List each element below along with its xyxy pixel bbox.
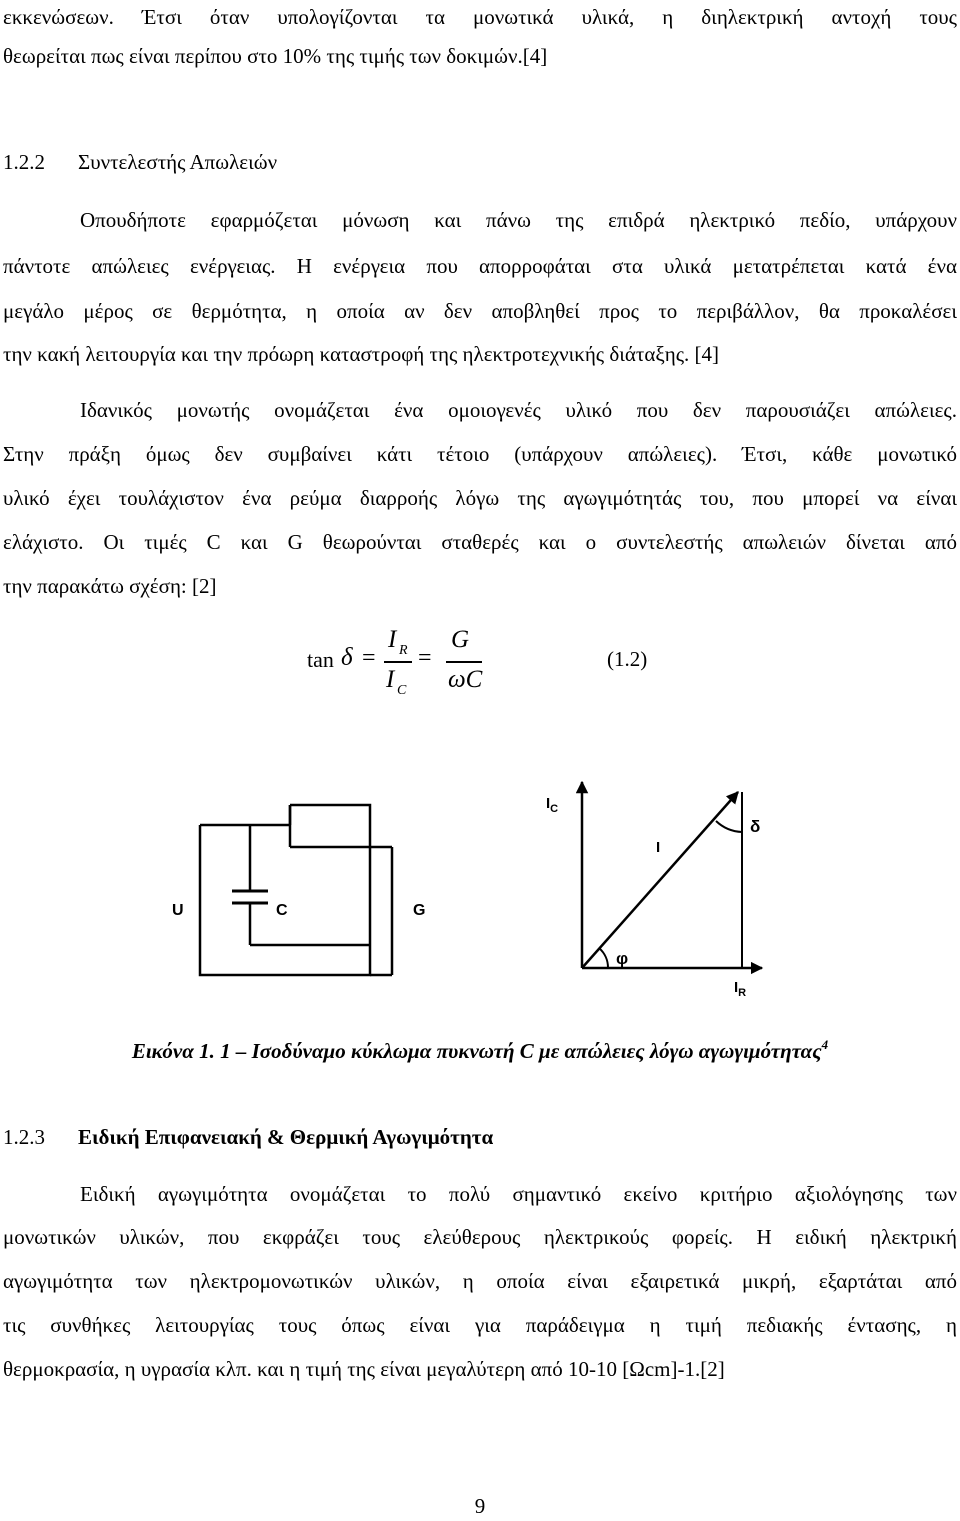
- equation-equals: =: [418, 645, 432, 671]
- label-phi: φ: [616, 949, 629, 968]
- paragraph-line: Ιδανικός μονωτής ονομάζεται ένα ομοιογενές υλικό που δεν παρουσιάζει απώλειες.: [80, 398, 957, 422]
- equation-delta: δ: [341, 644, 353, 671]
- fraction-bar: [384, 661, 412, 663]
- paragraph-line: αγωγιμότητα των ηλεκτρομονωτικών υλικών, η οποία είναι εξαιρετικά μικρή, εξαρτάται από: [3, 1269, 957, 1293]
- section-number: 1.2.2: [3, 150, 45, 174]
- equation-equals: =: [362, 645, 376, 671]
- section-number: 1.2.3: [3, 1125, 45, 1149]
- equation-numerator-g: G: [451, 626, 470, 653]
- circuit-label-c: C: [276, 902, 288, 919]
- section-heading: [3, 147, 277, 177]
- paragraph-line: την κακή λειτουργία και την πρόωρη καταστροφή της ηλεκτροτεχνικής διάταξης. [4]: [3, 342, 719, 366]
- equation-denominator-omega-c: ωC: [448, 666, 483, 693]
- section-heading: [3, 1122, 493, 1152]
- label-ir: $I_R$: [734, 979, 747, 999]
- section-title: Ειδική Επιφανειακή & Θερμική Αγωγιμότητα: [78, 1125, 494, 1149]
- equation-denominator-sub: C: [397, 683, 407, 698]
- figure-caption: Εικόνα 1. 1 – Ισοδύναμο κύκλωμα πυκνωτή C με απώλειες λόγω αγωγιμότητας$^4$: [131, 1037, 829, 1063]
- equation-label: (1.2): [607, 647, 648, 671]
- circuit-diagram: [160, 785, 445, 985]
- paragraph-line: μονωτικών υλικών, που εκφράζει τους ελεύθερους ηλεκτρικούς φορείς. Η ειδική ηλεκτρική: [3, 1225, 957, 1249]
- paragraph-line: εκκενώσεων. Έτσι όταν υπολογίζονται τα μονωτικά υλικά, η διηλεκτρική αντοχή τους: [3, 5, 957, 29]
- paragraph-line: υλικό έχει τουλάχιστον ένα ρεύμα διαρροής λόγω της αγωγιμότητάς του, που μπορεί να είναι: [3, 486, 957, 510]
- page-number: 9: [474, 1494, 486, 1518]
- paragraph-line: πάντοτε απώλειες ενέργειας. Η ενέργεια που απορροφάται στα υλικά μετατρέπεται κατά ένα: [3, 254, 957, 278]
- phasor-diagram: [530, 770, 790, 1000]
- paragraph-line: μεγάλο μέρος σε θερμότητα, η οποία αν δεν αποβληθεί προς το περιβάλλον, θα προκαλέσει: [3, 299, 957, 323]
- label-i: I: [656, 839, 661, 856]
- paragraph-line: Ειδική αγωγιμότητα ονομάζεται το πολύ σημαντικό εκείνο κριτήριο αξιολόγησης των: [80, 1182, 957, 1206]
- equation-tan: tan: [307, 647, 334, 672]
- paragraph-line: Οπουδήποτε εφαρμόζεται μόνωση και πάνω της επιδρά ηλεκτρικό πεδίο, υπάρχουν: [80, 208, 957, 232]
- current-phasor: [582, 792, 738, 968]
- paragraph-line: θεωρείται πως είναι περίπου στο 10% της τιμής των δοκιμών.[4]: [3, 44, 548, 68]
- label-ic: $I_C$: [546, 795, 559, 815]
- section-title: Συντελεστής Απωλειών: [78, 150, 278, 174]
- fraction-bar: [446, 661, 482, 663]
- label-delta: δ: [750, 817, 761, 836]
- circuit-label-g: G: [413, 902, 426, 919]
- paragraph-line: Στην πράξη όμως δεν συμβαίνει κάτι τέτοιο (υπάρχουν απώλειες). Έτσι, κάθε μονωτικό: [3, 442, 957, 466]
- paragraph-line: τις συνθήκες λειτουργίας τους όπως είναι για παράδειγμα η τιμή πεδιακής έντασης, η: [3, 1313, 957, 1337]
- paragraph-line: ελάχιστο. Οι τιμές C και G θεωρούνται σταθερές και ο συντελεστής απωλειών δίνεται από: [3, 530, 957, 554]
- circuit-label-u: U: [172, 902, 184, 919]
- paragraph-line: θερμοκρασία, η υγρασία κλπ. και η τιμή της είναι μεγαλύτερη από 10-10 [Ωcm]-1.[2]: [3, 1357, 725, 1381]
- paragraph-line: την παρακάτω σχέση: [2]: [3, 574, 217, 598]
- equation-numerator-sub: R: [399, 643, 408, 658]
- equation-numerator-i: I: [388, 626, 397, 653]
- equation-denominator-i: I: [386, 666, 395, 693]
